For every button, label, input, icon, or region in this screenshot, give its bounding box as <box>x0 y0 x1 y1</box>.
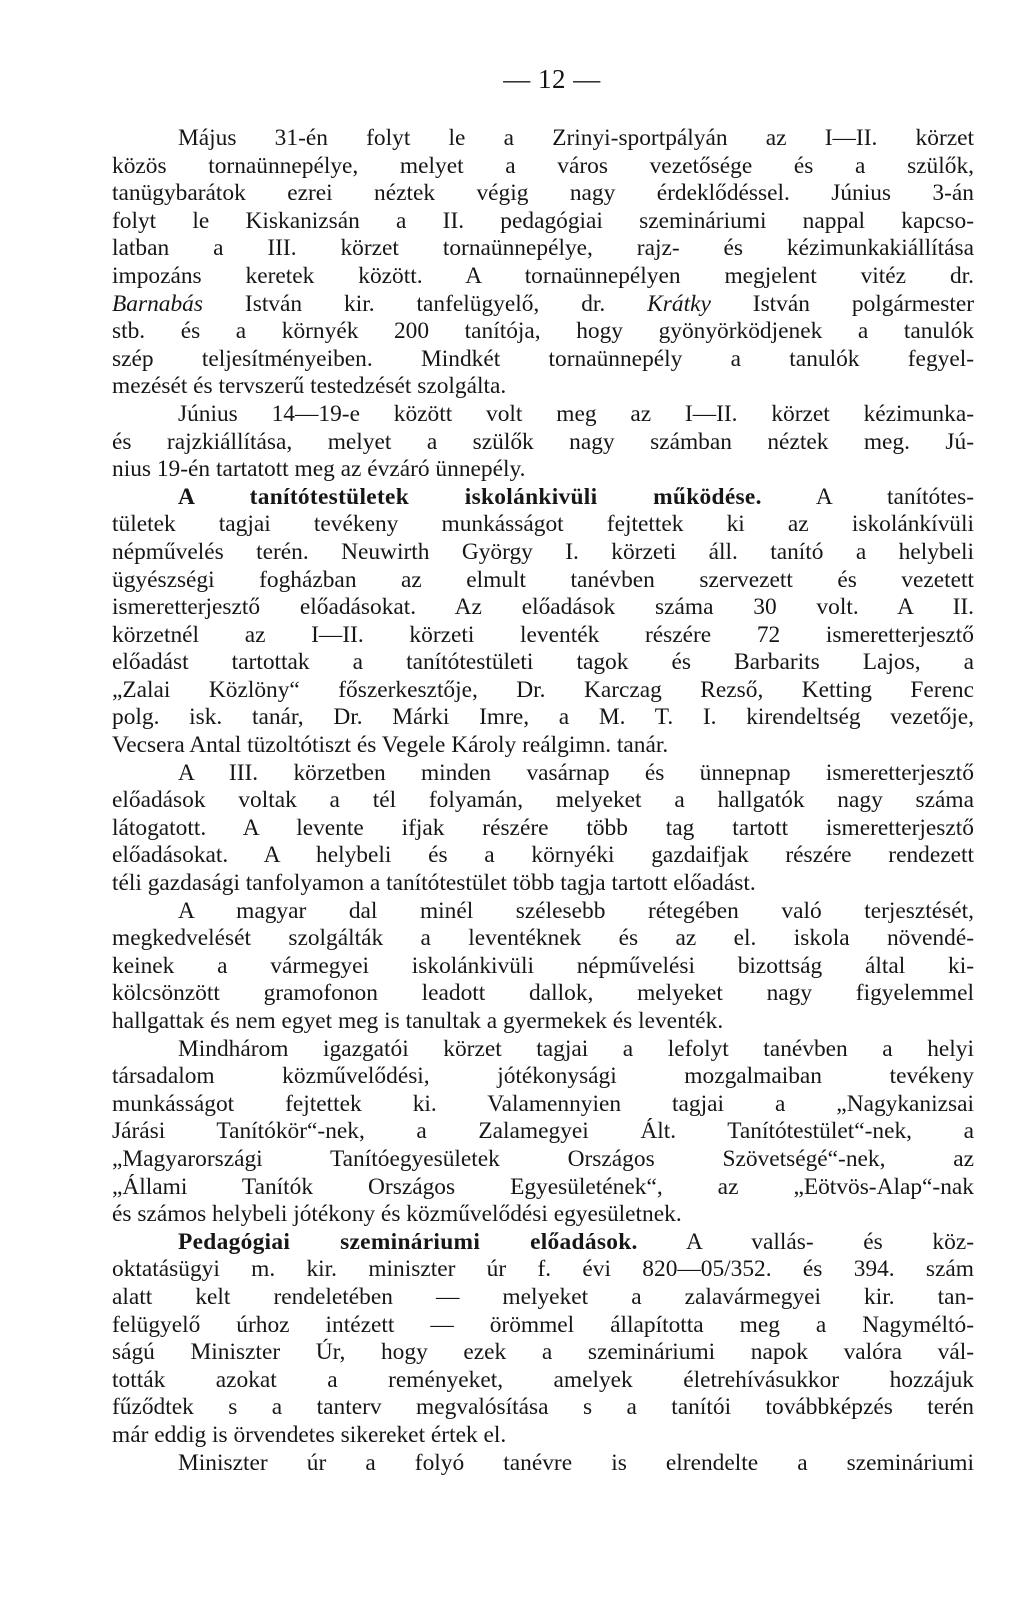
text-line: mezését és tervszerű testedzését szolgálta. <box>112 373 507 400</box>
text-line: munkásságot fejtettek ki. Valamennyien tagjai a „Nagykanizsai <box>112 1090 974 1117</box>
text-line: tületek tagjai tevékeny munkásságot fejtettek ki az iskolánkívüli <box>112 511 974 538</box>
text-line: ismeretterjesztő előadásokat. Az előadások száma 30 volt. A II. <box>112 594 974 621</box>
paragraph-minister-order <box>112 1450 974 1478</box>
text-line-with-heading <box>112 1229 974 1257</box>
text-line: tanügybarátok ezrei néztek végig nagy érdeklődéssel. Június 3-án <box>112 180 974 207</box>
text-line: latban a III. körzet tornaünnepélye, rajz- és kézimunkakiállítása <box>112 235 974 262</box>
text-line: népművelés terén. Neuwirth György I. körzeti áll. tanító a helybeli <box>112 538 974 565</box>
text-line: oktatásügyi m. kir. miniszter úr f. évi 820—05/352. és 394. szám <box>112 1256 974 1283</box>
text-line: Vecsera Antal tüzoltótiszt és Vegele Károly reálgimn. tanár. <box>112 732 669 759</box>
text-line: társadalom közművelődési, jótékonysági mozgalmaiban tevékeny <box>112 1063 974 1090</box>
text-body <box>112 125 974 1477</box>
text-line: fűződtek s a tanterv megvalósítása s a tanítói továbbképzés terén <box>112 1394 974 1421</box>
text-line: keinek a vármegyei iskolánkivüli népművelési bizottság által ki- <box>112 952 974 979</box>
text-fragment: István polgármester <box>710 290 974 317</box>
text-line: folyt le Kiskanizsán a II. pedagógiai szemináriumi nappal kapcso- <box>112 207 974 234</box>
text-line: impozáns keretek között. A tornaünnepélyen megjelent vitéz dr. <box>112 262 974 289</box>
text-line-with-heading <box>112 484 974 512</box>
paragraph-june-exhibition <box>112 401 974 484</box>
text-line: Járási Tanítókör“-nek, a Zalamegyei Ált. Tanítótestület“-nek, a <box>112 1118 974 1145</box>
section-heading: A tanítótestületek iskolánkivüli működése. <box>178 483 762 510</box>
text-line: előadást tartottak a tanítótestületi tagok és Barbarits Lajos, a <box>112 649 974 676</box>
paragraph-hungarian-song <box>112 898 974 1036</box>
text-line: A magyar dal minél szélesebb rétegében való terjesztését, <box>178 897 974 924</box>
text-line: „Állami Tanítók Országos Egyesületének“, az „Eötvös-Alap“-nak <box>112 1173 974 1200</box>
text-line: ságú Miniszter Úr, hogy ezek a szemináriumi napok valóra vál- <box>112 1339 974 1366</box>
text-line: előadásokat. A helybeli és a környéki gazdaifjak részére rendezett <box>112 842 974 869</box>
person-name-barnabas: Barnabás <box>112 290 203 317</box>
text-fragment: A vallás- és köz- <box>637 1228 974 1255</box>
text-line: látogatott. A levente ifjak részére több tag tartott ismeretterjesztő <box>112 814 974 841</box>
paragraph-may-31-gymnastics <box>112 125 974 401</box>
paragraph-district-members <box>112 1036 974 1229</box>
text-line: alatt kelt rendeletében — melyeket a zalavármegyei kir. tan- <box>112 1283 974 1310</box>
person-name-kratky: Krátky <box>647 290 711 317</box>
text-line: Miniszter úr a folyó tanévre is elrendelte a szemináriumi <box>178 1449 974 1476</box>
paragraph-district-three-lectures <box>112 760 974 898</box>
text-line: téli gazdasági tanfolyamon a tanítótestület több tagja tartott előadást. <box>112 870 756 897</box>
text-line: tották azokat a reményeket, amelyek életrehívásukkor hozzájuk <box>112 1366 974 1393</box>
text-line-with-names <box>112 291 974 319</box>
section-heading: Pedagógiai szemináriumi előadások. <box>178 1228 638 1255</box>
text-line: „Magyarországi Tanítóegyesületek Országos Szövetségé“-nek, az <box>112 1145 974 1172</box>
text-line: szép teljesítményeiben. Mindkét tornaünnepély a tanulók fegyel- <box>112 345 974 372</box>
paragraph-extracurricular-activities <box>112 484 974 760</box>
text-line: megkedvelését szolgálták a leventéknek és az el. iskola növendé- <box>112 925 974 952</box>
paragraph-pedagogical-seminars <box>112 1229 974 1450</box>
text-line: és számos helybeli jótékony és közművelődési egyesületnek. <box>112 1201 682 1228</box>
text-line: előadások voltak a tél folyamán, melyeket a hallgatók nagy száma <box>112 787 974 814</box>
text-line: A III. körzetben minden vasárnap és ünnepnap ismeretterjesztő <box>178 759 974 786</box>
text-line: „Zalai Közlöny“ főszerkesztője, Dr. Karczag Rezső, Ketting Ferenc <box>112 676 974 703</box>
text-line: felügyelő úrhoz intézett — örömmel állapította meg a Nagyméltó- <box>112 1311 974 1338</box>
text-line: kölcsönzött gramofonon leadott dallok, melyeket nagy figyelemmel <box>112 980 974 1007</box>
text-fragment: A tanítótes- <box>761 483 974 510</box>
text-line: körzetnél az I—II. körzeti leventék részére 72 ismeretterjesztő <box>112 621 974 648</box>
text-line: Május 31-én folyt le a Zrinyi-sportpályán az I—II. körzet <box>178 125 974 151</box>
text-line: hallgattak és nem egyet meg is tanultak a gyermekek és leventék. <box>112 1008 724 1034</box>
text-line: és rajzkiállítása, melyet a szülők nagy számban néztek meg. Jú- <box>112 428 974 455</box>
text-line: Június 14—19-e között volt meg az I—II. körzet kézimunka- <box>178 400 974 427</box>
text-fragment: István kir. tanfelügyelő, dr. <box>202 290 648 317</box>
text-line: stb. és a környék 200 tanítója, hogy gyönyörködjenek a tanulók <box>112 318 974 345</box>
text-line: már eddig is örvendetes sikereket értek el. <box>112 1421 507 1448</box>
text-line: ügyészségi fogházban az elmult tanévben szervezett és vezetett <box>112 566 974 593</box>
text-line: közös tornaünnepélye, melyet a város vezetősége és a szülők, <box>112 152 974 179</box>
text-line: nius 19-én tartatott meg az évzáró ünnepély. <box>112 456 526 483</box>
text-line: Mindhárom igazgatói körzet tagjai a lefolyt tanévben a helyi <box>178 1035 974 1062</box>
text-line: polg. isk. tanár, Dr. Márki Imre, a M. T. I. kirendeltség vezetője, <box>112 704 974 731</box>
page-number: — 12 — <box>503 64 601 94</box>
